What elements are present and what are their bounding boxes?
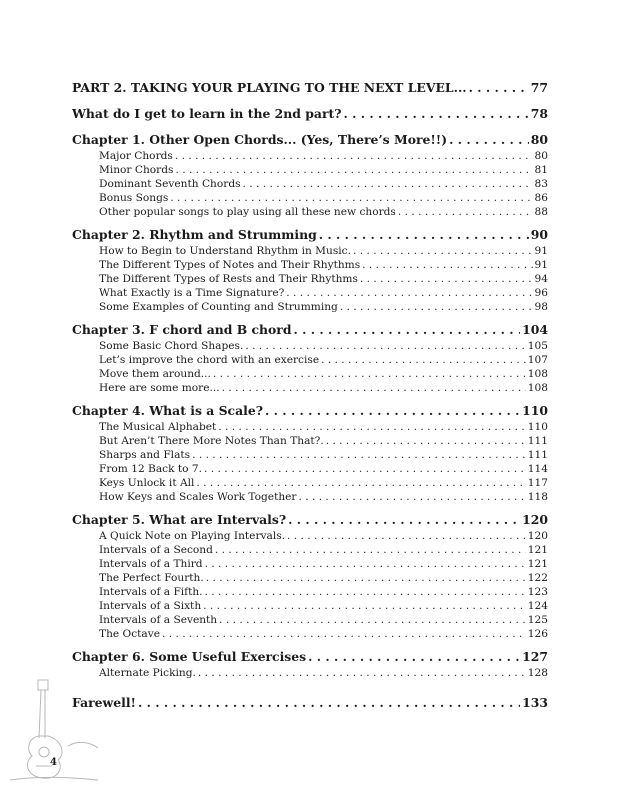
toc-section-entry[interactable] xyxy=(72,244,548,258)
section-page: 110 xyxy=(527,421,548,433)
section-page: 122 xyxy=(527,572,548,584)
toc-section-entry[interactable] xyxy=(72,191,548,205)
section-page: 123 xyxy=(527,586,548,598)
toc-section-entry[interactable] xyxy=(72,258,548,272)
section-page: 96 xyxy=(534,287,548,299)
toc-section-entry[interactable] xyxy=(72,163,548,177)
farewell-page: 133 xyxy=(522,695,548,710)
toc-chapter-entry[interactable] xyxy=(72,402,548,420)
dot-leader xyxy=(245,339,525,353)
section-page: 118 xyxy=(527,491,548,503)
section-title: Intervals of a Second xyxy=(99,544,213,556)
section-page: 108 xyxy=(527,382,548,394)
chapter-page: 104 xyxy=(522,322,548,337)
section-title: But Aren’t There More Notes Than That?. xyxy=(99,435,324,447)
dot-leader xyxy=(362,258,532,272)
section-title: Dominant Seventh Chords xyxy=(99,178,241,190)
dot-leader xyxy=(243,177,533,191)
section-page: 80 xyxy=(534,150,548,162)
dot-leader xyxy=(196,476,525,490)
section-title: What Exactly is a Time Signature? xyxy=(99,287,285,299)
section-page: 117 xyxy=(527,477,548,489)
dot-leader xyxy=(294,321,521,339)
section-title: Alternate Picking. xyxy=(99,667,196,679)
dot-leader xyxy=(398,205,533,219)
dot-leader xyxy=(219,613,526,627)
dot-leader xyxy=(198,666,526,680)
chapter-page: 90 xyxy=(530,227,548,242)
dot-leader xyxy=(205,585,526,599)
part-title: PART 2. TAKING YOUR PLAYING TO THE NEXT LEVEL... xyxy=(72,80,467,95)
dot-leader xyxy=(203,599,526,613)
toc-section-entry[interactable] xyxy=(72,300,548,314)
section-title: Bonus Songs xyxy=(99,192,169,204)
toc-section-entry[interactable] xyxy=(72,599,548,613)
section-page: 83 xyxy=(534,178,548,190)
toc-section-entry[interactable] xyxy=(72,476,548,490)
dot-leader xyxy=(218,420,525,434)
section-page: 86 xyxy=(534,192,548,204)
toc-section-entry[interactable] xyxy=(72,286,548,300)
dot-leader xyxy=(321,353,526,367)
section-title: Intervals of a Seventh xyxy=(99,614,218,626)
section-page: 128 xyxy=(527,667,548,679)
toc-section-entry[interactable] xyxy=(72,543,548,557)
section-page: 124 xyxy=(527,600,548,612)
dot-leader xyxy=(288,511,520,529)
toc-chapter-entry[interactable] xyxy=(72,321,548,339)
dot-leader xyxy=(353,244,533,258)
dot-leader xyxy=(205,557,526,571)
section-title: Some Basic Chord Shapes. xyxy=(99,340,244,352)
dot-leader xyxy=(213,367,526,381)
section-page: 94 xyxy=(534,273,548,285)
section-page: 126 xyxy=(527,628,548,640)
section-title: The Octave xyxy=(99,628,160,640)
section-page: 114 xyxy=(527,463,548,475)
chapter-page: 127 xyxy=(522,649,548,664)
chapter-title: Chapter 5. What are Intervals? xyxy=(72,512,287,527)
section-title: Some Examples of Counting and Strumming xyxy=(99,301,338,313)
table-of-contents xyxy=(72,79,548,712)
section-page: 88 xyxy=(534,206,548,218)
toc-section-entry[interactable] xyxy=(72,177,548,191)
dot-leader xyxy=(215,543,526,557)
section-title: Move them around... xyxy=(99,368,211,380)
section-page: 125 xyxy=(527,614,548,626)
section-title: Sharps and Flats xyxy=(99,449,191,461)
chapter-title: Chapter 3. F chord and B chord xyxy=(72,322,292,337)
section-title: How to Begin to Understand Rhythm in Music. xyxy=(99,245,351,257)
dot-leader xyxy=(326,434,526,448)
section-title: Other popular songs to play using all these new chords xyxy=(99,206,396,218)
intro-page: 78 xyxy=(530,106,548,121)
section-page: 111 xyxy=(527,435,548,447)
toc-chapter-entry[interactable] xyxy=(72,648,548,666)
section-title: How Keys and Scales Work Together xyxy=(99,491,297,503)
section-page: 121 xyxy=(527,558,548,570)
section-page: 91 xyxy=(534,259,548,271)
section-title: Let’s improve the chord with an exercise xyxy=(99,354,320,366)
section-page: 107 xyxy=(527,354,548,366)
chapter-page: 80 xyxy=(530,132,548,147)
section-page: 111 xyxy=(527,449,548,461)
toc-section-entry[interactable] xyxy=(72,367,548,381)
toc-section-entry[interactable] xyxy=(72,448,548,462)
section-page: 121 xyxy=(527,544,548,556)
toc-section-entry[interactable] xyxy=(72,381,548,395)
toc-chapter-entry[interactable] xyxy=(72,511,548,529)
section-page: 81 xyxy=(534,164,548,176)
dot-leader xyxy=(138,694,520,712)
section-title: The Different Types of Rests and Their Rhythms xyxy=(99,273,358,285)
section-page: 108 xyxy=(527,368,548,380)
dot-leader xyxy=(469,79,529,97)
chapter-title: Chapter 6. Some Useful Exercises xyxy=(72,649,307,664)
chapter-title: Chapter 4. What is a Scale? xyxy=(72,403,263,418)
toc-section-entry[interactable] xyxy=(72,490,548,504)
chapter-title: Chapter 1. Other Open Chords... (Yes, There’s More!!) xyxy=(72,132,448,147)
dot-leader xyxy=(170,191,532,205)
toc-section-entry[interactable] xyxy=(72,434,548,448)
section-page: 98 xyxy=(534,301,548,313)
guitar-sketch-icon xyxy=(8,676,104,786)
toc-section-entry[interactable] xyxy=(72,149,548,163)
section-title: Intervals of a Sixth xyxy=(99,600,202,612)
dot-leader xyxy=(449,131,529,149)
chapter-page: 110 xyxy=(522,403,548,418)
toc-chapter-entry[interactable] xyxy=(72,131,548,149)
toc-section-entry[interactable] xyxy=(72,339,548,353)
chapter-title: Chapter 2. Rhythm and Strumming xyxy=(72,227,317,242)
section-title: Keys Unlock it All xyxy=(99,477,195,489)
toc-section-entry[interactable] xyxy=(72,353,548,367)
section-page: 105 xyxy=(527,340,548,352)
toc-section-entry[interactable] xyxy=(72,462,548,476)
dot-leader xyxy=(286,286,532,300)
toc-section-entry[interactable] xyxy=(72,666,548,680)
section-title: Intervals of a Third xyxy=(99,558,203,570)
dot-leader xyxy=(360,272,533,286)
toc-section-entry[interactable] xyxy=(72,205,548,219)
toc-section-entry[interactable] xyxy=(72,627,548,641)
section-page: 120 xyxy=(527,530,548,542)
section-page: 91 xyxy=(534,245,548,257)
dot-leader xyxy=(162,627,526,641)
section-title: A Quick Note on Playing Intervals. xyxy=(99,530,286,542)
toc-section-entry[interactable] xyxy=(72,571,548,585)
dot-leader xyxy=(340,300,533,314)
farewell-title: Farewell! xyxy=(72,695,136,710)
dot-leader xyxy=(204,462,526,476)
chapter-list xyxy=(72,131,548,680)
page-number: 4 xyxy=(50,757,57,768)
section-title: The Musical Alphabet xyxy=(99,421,217,433)
dot-leader xyxy=(222,381,526,395)
section-title: The Perfect Fourth. xyxy=(99,572,204,584)
section-title: Intervals of a Fifth. xyxy=(99,586,203,598)
section-title: Here are some more... xyxy=(99,382,220,394)
toc-chapter-entry[interactable] xyxy=(72,226,548,244)
dot-leader xyxy=(319,226,529,244)
section-title: Major Chords xyxy=(99,150,173,162)
toc-section-entry[interactable] xyxy=(72,529,548,543)
section-title: The Different Types of Notes and Their Rhythms xyxy=(99,259,361,271)
part-page: 77 xyxy=(530,80,548,95)
section-title: Minor Chords xyxy=(99,164,174,176)
toc-section-entry[interactable] xyxy=(72,557,548,571)
dot-leader xyxy=(308,648,520,666)
toc-section-entry[interactable] xyxy=(72,613,548,627)
toc-section-entry[interactable] xyxy=(72,585,548,599)
toc-section-entry[interactable] xyxy=(72,420,548,434)
dot-leader xyxy=(287,529,526,543)
toc-part-heading[interactable] xyxy=(72,79,548,97)
toc-section-entry[interactable] xyxy=(72,272,548,286)
dot-leader xyxy=(265,402,520,420)
dot-leader xyxy=(343,105,528,123)
dot-leader xyxy=(192,448,526,462)
dot-leader xyxy=(206,571,526,585)
chapter-page: 120 xyxy=(522,512,548,527)
toc-intro-entry[interactable] xyxy=(72,105,548,123)
dot-leader xyxy=(298,490,525,504)
toc-farewell-entry[interactable] xyxy=(72,694,548,712)
intro-title: What do I get to learn in the 2nd part? xyxy=(72,106,342,121)
dot-leader xyxy=(175,163,532,177)
section-title: From 12 Back to 7. xyxy=(99,463,202,475)
dot-leader xyxy=(175,149,533,163)
